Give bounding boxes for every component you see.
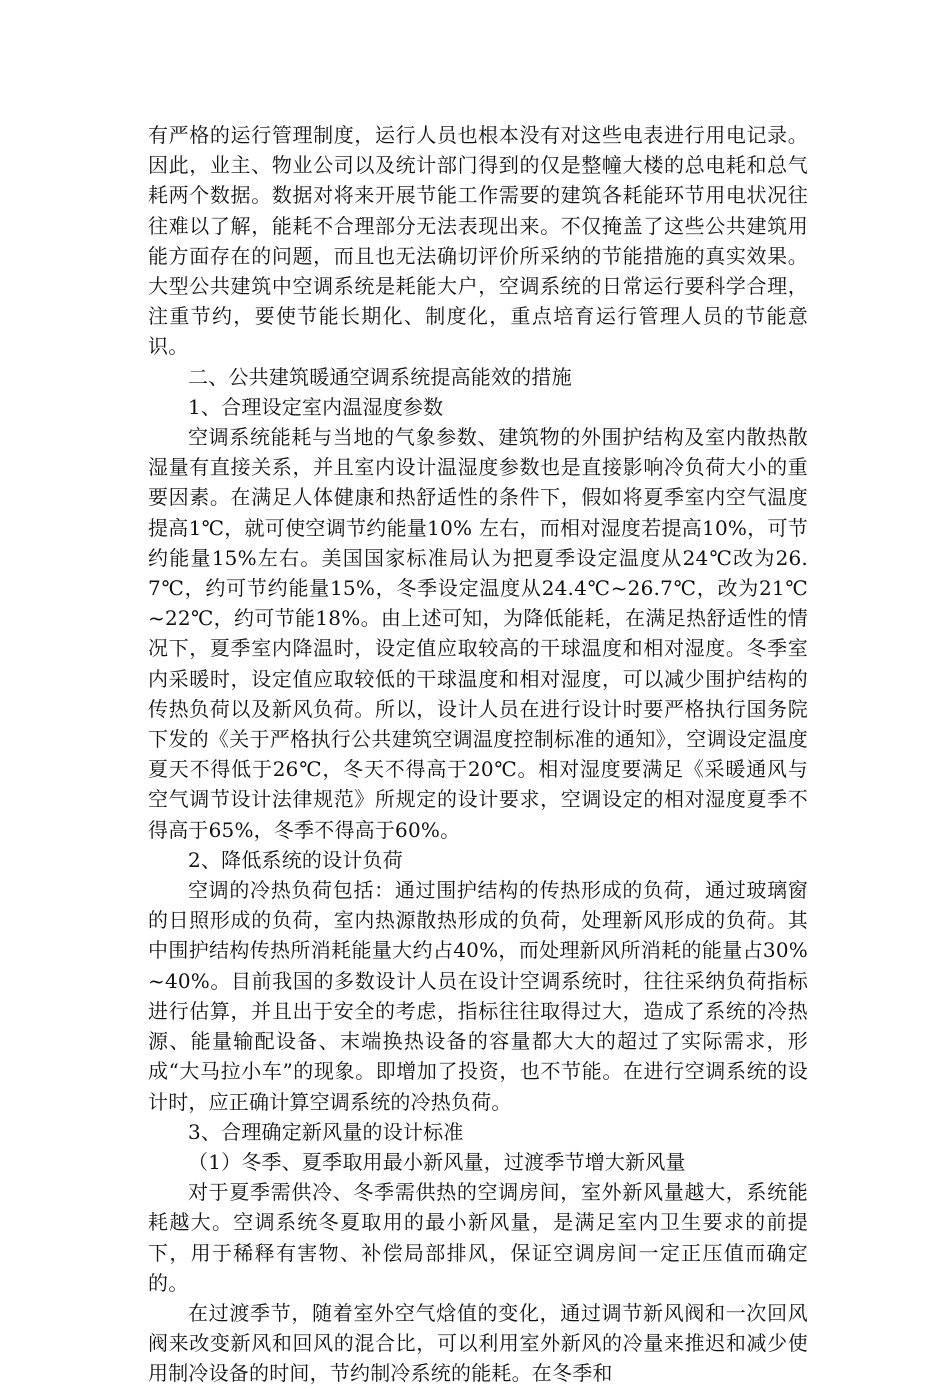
- paragraph-minimum-fresh-air: 对于夏季需供冷、冬季需供热的空调房间，室外新风量越大，系统能耗越大。空调系统冬夏取用的最小新风量，是满足室内卫生要求的前提下，用于稀释有害物、补偿局部排风，保证空调房间一定正压值而确定的。: [148, 1180, 808, 1295]
- subheading-design-load: 2、降低系统的设计负荷: [188, 847, 403, 872]
- paragraph-transition-season: 在过渡季节，随着室外空气焓值的变化，通过调节新风阀和一次回风阀来改变新风和回风的混合比，可以利用室外新风的冷量来推迟和减少使用制冷设备的时间，节约制冷系统的能耗。在冬季和: [148, 1300, 808, 1386]
- subheading-seasonal-fresh-air: （1）冬季、夏季取用最小新风量，过渡季节增大新风量: [188, 1149, 686, 1174]
- paragraph-temperature-humidity: 空调系统能耗与当地的气象参数、建筑物的外围护结构及室内散热散湿量有直接关系，并且室内设计温湿度参数也是直接影响冷负荷大小的重要因素。在满足人体健康和热舒适性的条件下，假如将夏季室内空气温度提高1℃，就可使空调节约能量10% 左右，而相对湿度若提高10%，可节约能量15%左右。美国国家标准局认为把夏季设定温度从24℃改为26.7℃，约可节约能量15%，冬季设定温度从24.4℃~26.7℃，改为21℃~22℃，约可节能18%。由上述可知，为降低能耗，在满足热舒适性的情况下，夏季室内降温时，设定值应取较高的干球温度和相对湿度。冬季室内采暖时，设定值应取较低的干球温度和相对湿度，可以减少围护结构的传热负荷以及新风负荷。所以，设计人员在进行设计时要严格执行国务院下发的《关于严格执行公共建筑空调温度控制标准的通知》，空调设定温度夏天不得低于26℃，冬天不得高于20℃。相对湿度要满足《采暖通风与空气调节设计法律规范》所规定的设计要求，空调设定的相对湿度夏季不得高于65%，冬季不得高于60%。: [148, 425, 808, 842]
- document-page: [148, 120, 808, 1389]
- paragraph-design-load: 空调的冷热负荷包括：通过围护结构的传热形成的负荷，通过玻璃窗的日照形成的负荷，室内热源散热形成的负荷，处理新风形成的负荷。其中围护结构传热所消耗能量大约占40%，而处理新风所消耗的能量占30%~40%。目前我国的多数设计人员在设计空调系统时，往往采纳负荷指标进行估算，并且出于安全的考虑，指标往往取得过大，造成了系统的冷热源、能量输配设备、末端换热设备的容量都大大的超过了实际需求，形成“大马拉小车”的现象。即增加了投资，也不节能。在进行空调系统的设计时，应正确计算空调系统的冷热负荷。: [148, 878, 808, 1114]
- section-heading-measures: 二、公共建筑暖通空调系统提高能效的措施: [188, 364, 572, 389]
- paragraph-intro: 有严格的运行管理制度，运行人员也根本没有对这些电表进行用电记录。因此，业主、物业公司以及统计部门得到的仅是整幢大楼的总电耗和总气耗两个数据。数据对将来开展节能工作需要的建筑各耗能环节用电状况往往难以了解，能耗不合理部分无法表现出来。不仅掩盖了这些公共建筑用能方面存在的问题，而且也无法确切评价所采纳的节能措施的真实效果。大型公共建筑中空调系统是耗能大户，空调系统的日常运行要科学合理，注重节约，要使节能长期化、制度化，重点培育运行管理人员的节能意识。: [148, 123, 808, 359]
- subheading-fresh-air: 3、合理确定新风量的设计标准: [188, 1119, 464, 1144]
- subheading-temperature-humidity: 1、合理设定室内温湿度参数: [188, 394, 444, 419]
